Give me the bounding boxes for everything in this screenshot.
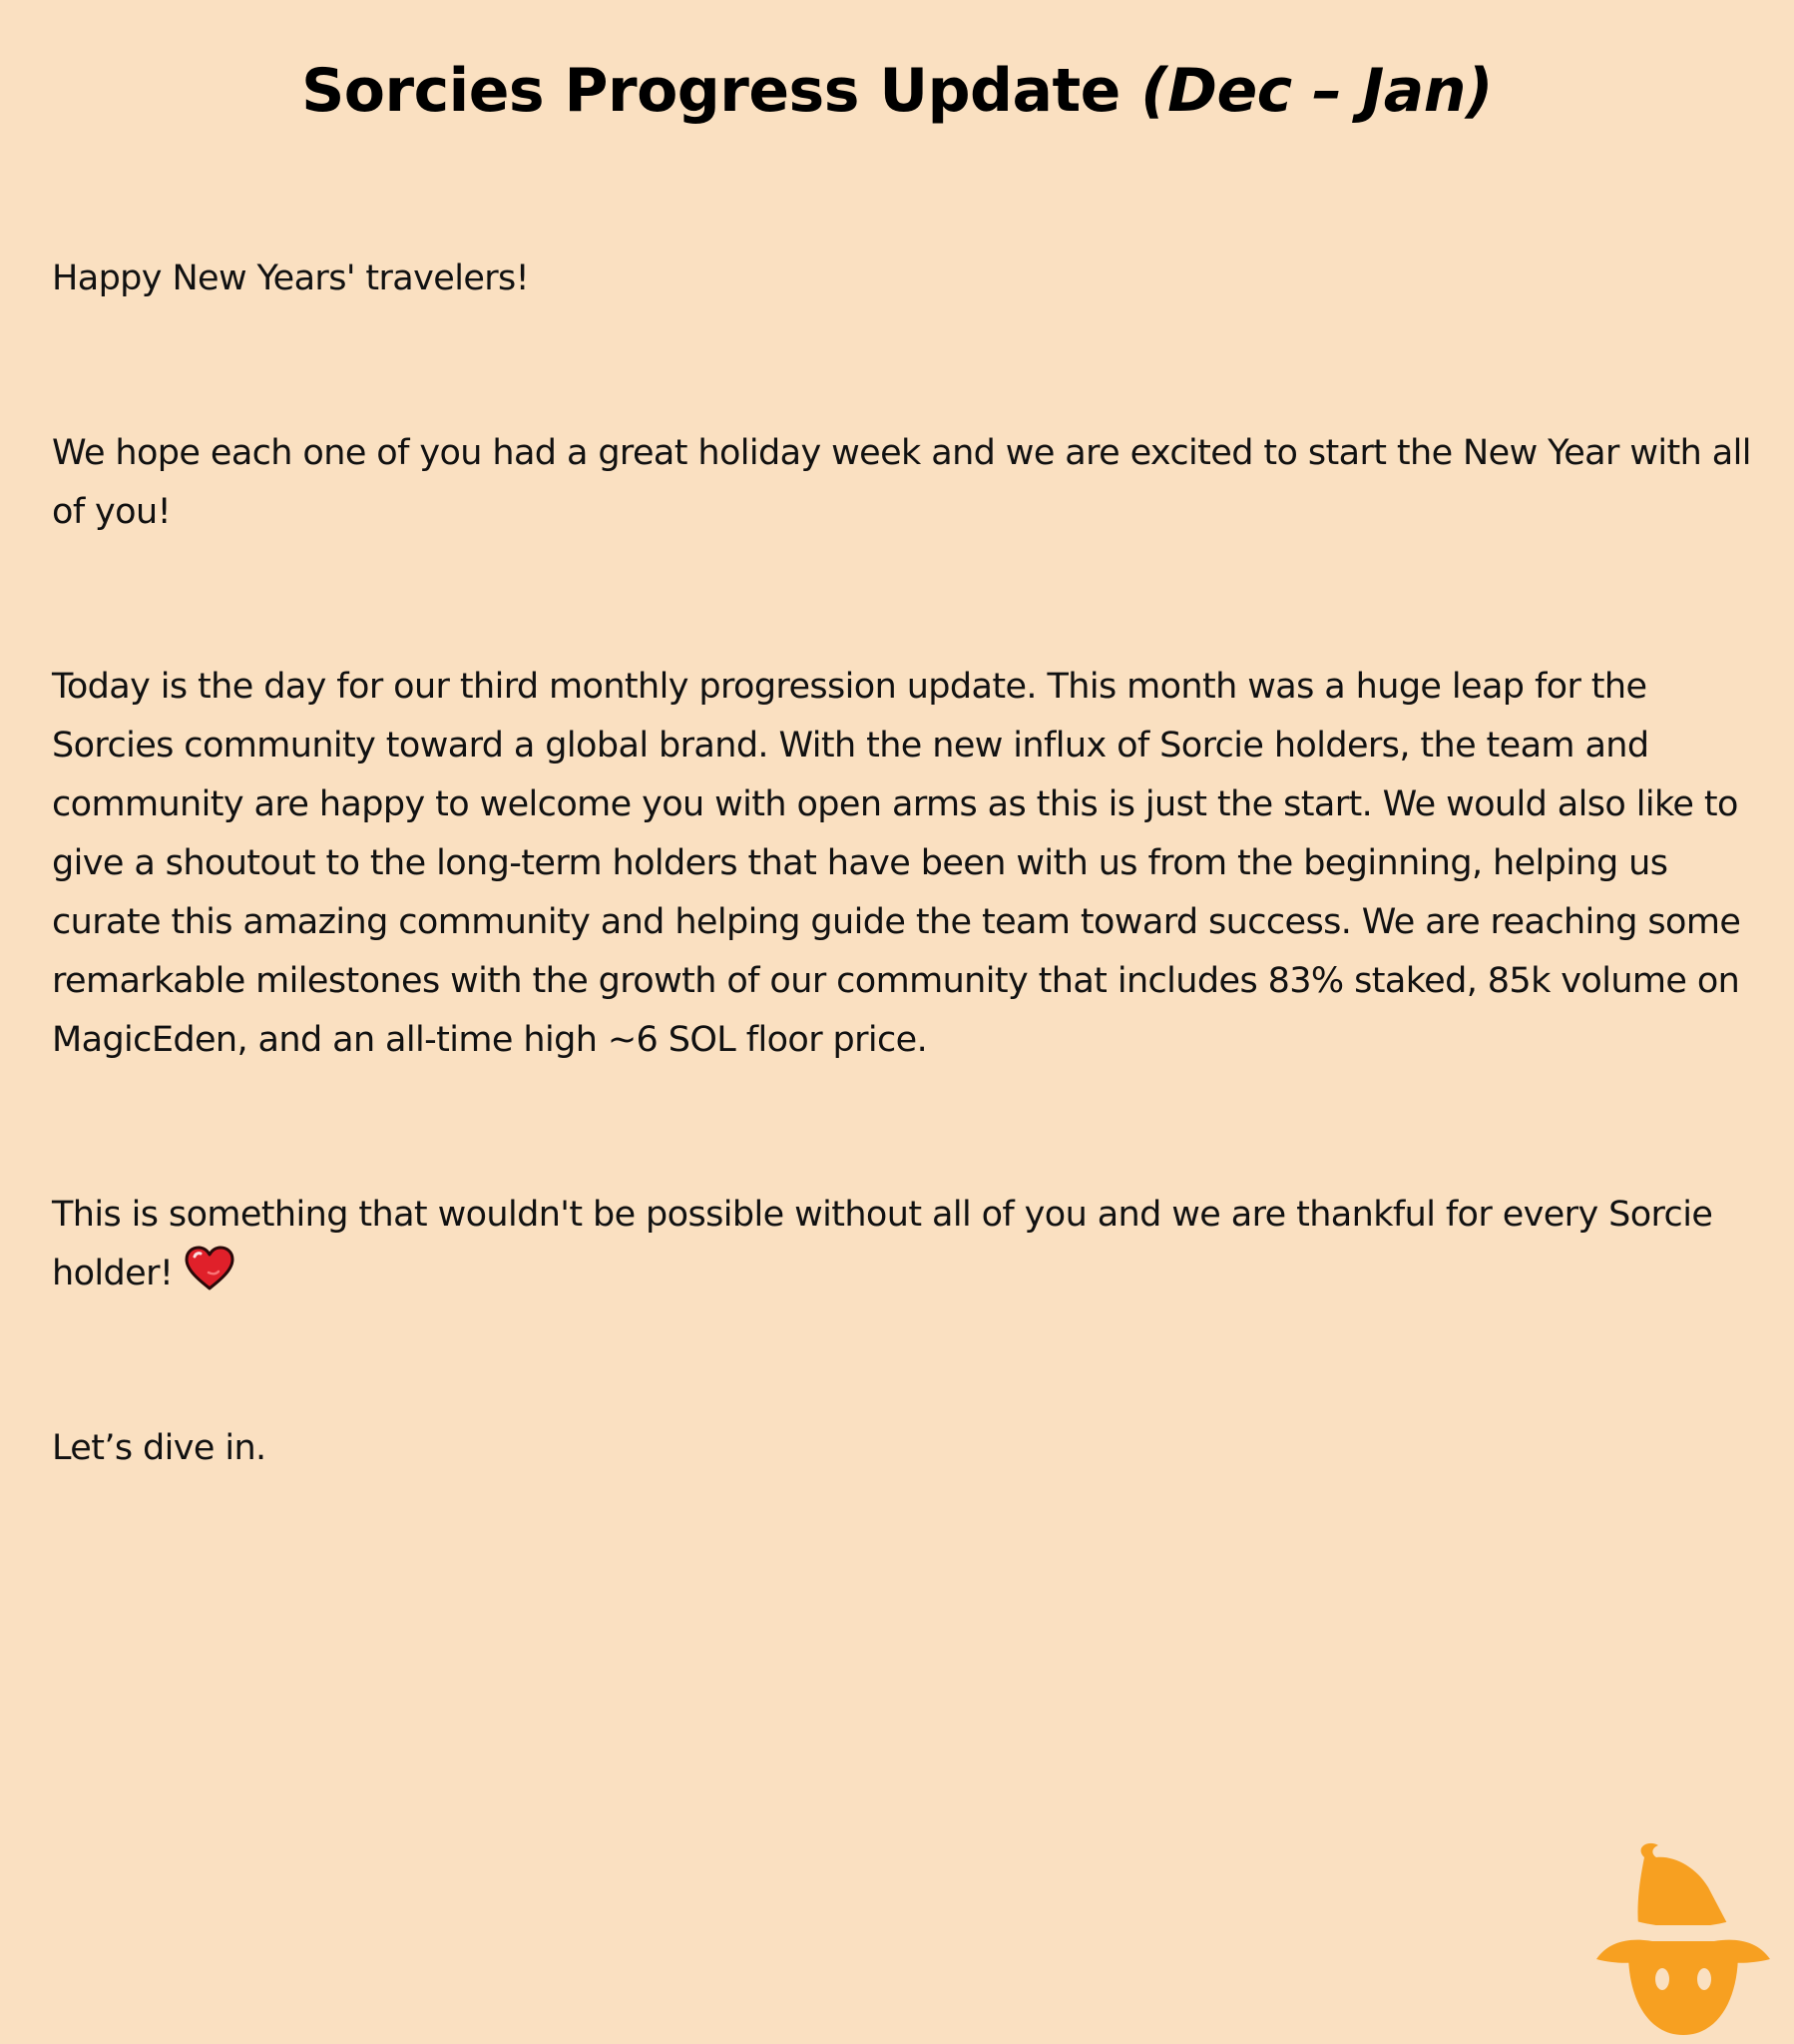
sorcie-wizard-logo-icon xyxy=(1596,1841,1770,2041)
heart-icon xyxy=(183,1245,236,1292)
greeting-paragraph: Happy New Years' travelers! xyxy=(52,258,530,298)
closing-paragraph: Let’s dive in. xyxy=(52,1428,266,1468)
title-date-range: (Dec – Jan) xyxy=(1140,56,1493,126)
document-body xyxy=(52,250,1758,1478)
thanks-text: This is something that wouldn't be possible without all of you and we are thankful for every Sorcie holder! xyxy=(52,1195,1713,1293)
thanks-paragraph xyxy=(52,1186,1758,1303)
hope-paragraph: We hope each one of you had a great holiday week and we are excited to start the New Year with all of you! xyxy=(52,433,1751,532)
update-paragraph: Today is the day for our third monthly progression update. This month was a huge leap for the Sorcies community toward a global brand. With the new influx of Sorcie holders, the team and community are happy to welcome you with open arms as this is just the start. We would also like to give a shoutout to the long-term holders that have been with us from the beginning, helping us curate this amazing community and helping guide the team toward success. We are reaching some remarkable milestones with the growth of our community that includes 83% staked, 85k volume on MagicEden, and an all-time high ~6 SOL floor price. xyxy=(52,667,1741,1060)
page-title xyxy=(0,56,1794,126)
title-main: Sorcies Progress Update xyxy=(301,56,1141,126)
